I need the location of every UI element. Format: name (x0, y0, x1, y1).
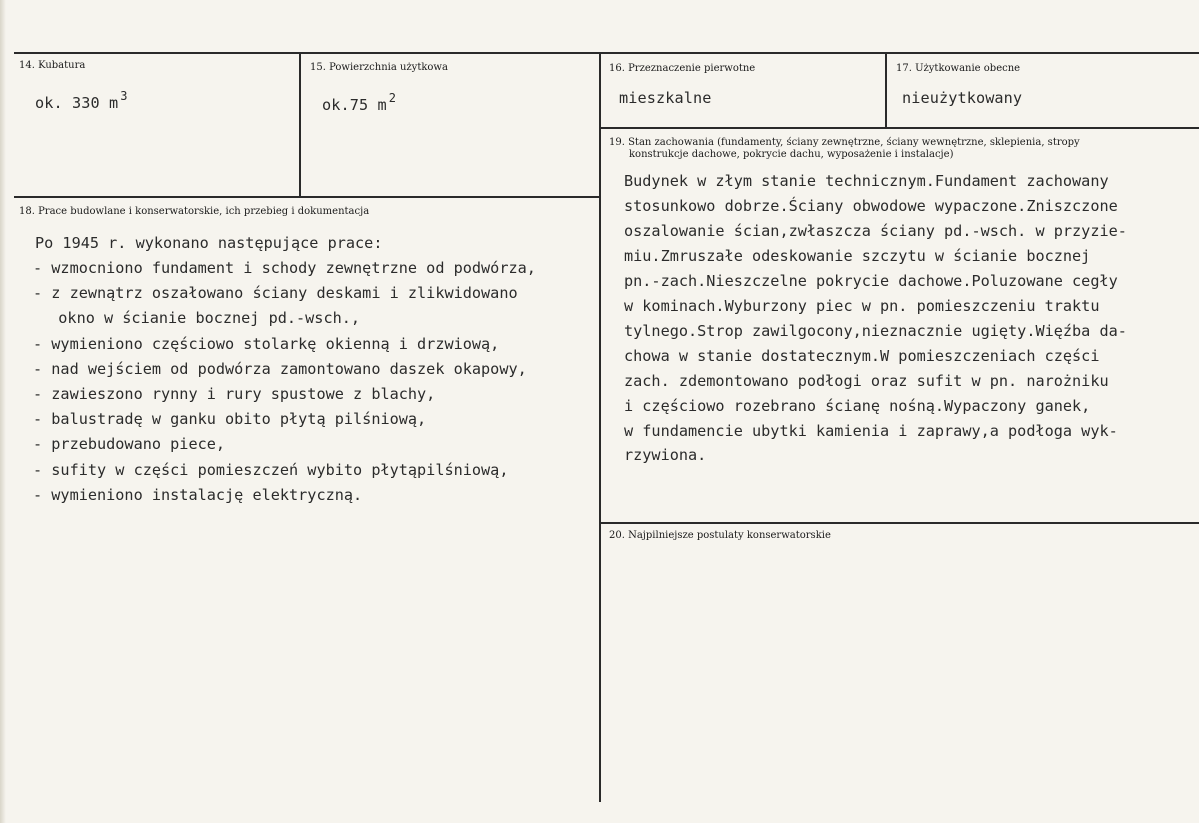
field-18-line: okno w ścianie bocznej pd.-wsch., (40, 309, 361, 327)
field-18-line: Po 1945 r. wykonano następujące prace: (35, 234, 383, 252)
divider-16-17 (885, 52, 887, 128)
field-19-line: i częściowo rozebrano ścianę nośną.Wypaczony ganek, (624, 397, 1091, 415)
field-18-line: - nad wejściem od podwórza zamontowano daszek okapowy, (33, 360, 527, 378)
field-18-line: - z zewnątrz oszałowano ściany deskami i zlikwidowano (33, 284, 518, 302)
field-14-value (35, 89, 128, 112)
field-19-line: chowa w stanie dostatecznym.W pomieszczeniach części (624, 347, 1100, 365)
field-14-value-text: ok. 330 m (35, 94, 119, 112)
field-15-value-sup: 2 (388, 91, 397, 105)
rule-under-14-15 (14, 196, 600, 198)
field-16-label: 16. Przeznaczenie pierwotne (609, 63, 756, 74)
field-14-label: 14. Kubatura (19, 60, 86, 71)
field-19-line: oszalowanie ścian,zwłaszcza ściany pd.-wsch. w przyzie- (624, 222, 1127, 240)
field-19-line: miu.Zmruszałe odeskowanie szczytu w ścianie bocznej (624, 247, 1091, 265)
field-15-value (322, 91, 396, 114)
field-19-label-line2: konstrukcje dachowe, pokrycie dachu, wyposażenie i instalacje) (629, 149, 954, 160)
divider-14-15 (299, 52, 301, 198)
field-19-line: Budynek w złym stanie technicznym.Fundament zachowany (624, 172, 1109, 190)
field-18-line: - wymieniono częściowo stolarkę okienną i drzwiową, (33, 335, 500, 353)
field-19-line: zach. zdemontowano podłogi oraz sufit w pn. narożniku (624, 372, 1109, 390)
field-18-label: 18. Prace budowlane i konserwatorskie, ich przebieg i dokumentacja (19, 206, 370, 217)
field-14-value-sup: 3 (120, 89, 128, 103)
field-18-line: - wzmocniono fundament i schody zewnętrzne od podwórza, (33, 259, 536, 277)
field-18-line: - wymieniono instalację elektryczną. (33, 486, 363, 504)
field-20-label: 20. Najpilniejsze postulaty konserwatorskie (609, 530, 831, 541)
divider-left-right (599, 52, 601, 802)
top-rule (14, 52, 1199, 54)
field-17-label: 17. Użytkowanie obecne (896, 63, 1021, 74)
rule-above-20 (599, 522, 1199, 524)
field-18-line: - balustradę w ganku obito płytą pilśniową, (33, 410, 427, 428)
field-19-line: w kominach.Wyburzony piec w pn. pomieszczeniu traktu (624, 297, 1100, 315)
field-15-label: 15. Powierzchnia użytkowa (310, 62, 448, 73)
field-19-line: stosunkowo dobrze.Ściany obwodowe wypaczone.Zniszczone (624, 197, 1118, 215)
field-17-value: nieużytkowany (902, 89, 1023, 107)
field-18-line: - przebudowano piece, (33, 435, 226, 453)
field-19-line: w fundamencie ubytki kamienia i zaprawy,a podłoga wyk- (624, 422, 1118, 440)
card-edge-shadow (0, 0, 6, 823)
field-19-label-line1: 19. Stan zachowania (fundamenty, ściany zewnętrzne, ściany wewnętrzne, sklepienia, stropy (609, 137, 1080, 148)
field-19-line: tylnego.Strop zawilgocony,nieznacznie ugięty.Więźba da- (624, 322, 1127, 340)
field-18-line: - sufity w części pomieszczeń wybito płytąpilśniową, (33, 461, 509, 479)
field-19-line: pn.-zach.Nieszczelne pokrycie dachowe.Poluzowane cegły (624, 272, 1118, 290)
field-18-line: - zawieszono rynny i rury spustowe z blachy, (33, 385, 436, 403)
rule-under-16-17 (599, 127, 1199, 129)
field-15-value-text: ok.75 m (322, 96, 387, 114)
field-16-value: mieszkalne (619, 89, 712, 107)
field-19-line: rzywiona. (624, 446, 707, 464)
